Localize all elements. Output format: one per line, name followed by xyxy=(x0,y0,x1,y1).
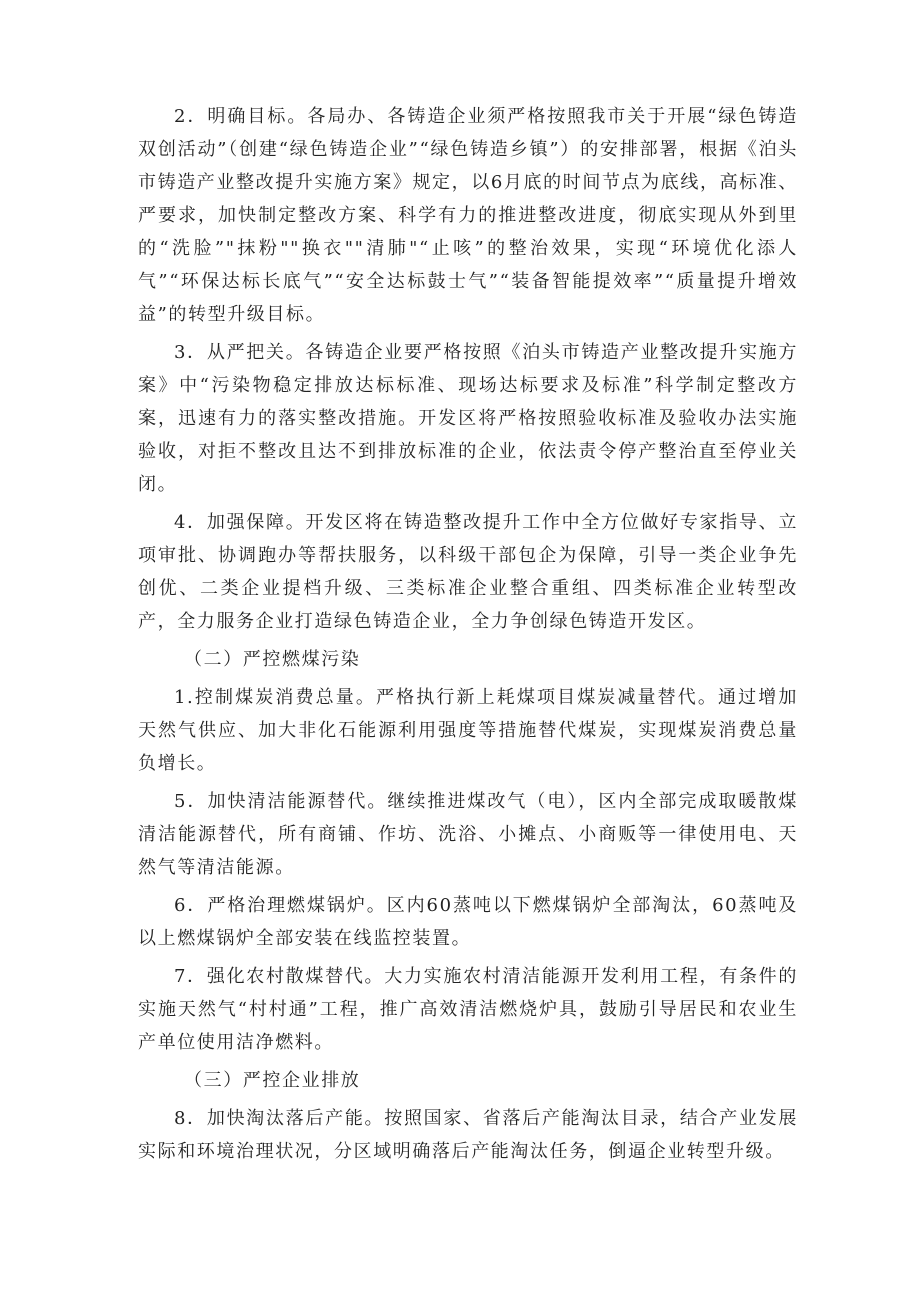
paragraph-clean-energy: 5．加快清洁能源替代。继续推进煤改气（电），区内全部完成取暖散煤清洁能源替代，所有商铺、作坊、洗浴、小摊点、小商贩等一律使用电、天然气等清洁能源。 xyxy=(138,791,798,878)
paragraph-outdated-capacity: 8．加快淘汰落后产能。按照国家、省落后产能淘汰目录，结合产业发展实际和环境治理状况，分区域明确落后产能淘汰任务，倒逼企业转型升级。 xyxy=(138,1108,798,1162)
paragraph-coal-boilers: 6．严格治理燃煤锅炉。区内60蒸吨以下燃煤锅炉全部淘汰，60蒸吨及以上燃煤锅炉全部安装在线监控装置。 xyxy=(138,895,798,949)
paragraph-strict-checks: 3．从严把关。各铸造企业要严格按照《泊头市铸造产业整改提升实施方案》中“污染物稳定排放达标标准、现场达标要求及标准”科学制定整改方案，迅速有力的落实整改措施。开发区将严格按照验收标准及验收办法实施验收，对拒不整改且达不到排放标准的企业，依法责令停产整治直至停业关闭。 xyxy=(138,342,798,495)
section-heading-enterprise-emissions: （三）严控企业排放 xyxy=(184,1070,361,1091)
paragraph-strengthen-support: 4．加强保障。开发区将在铸造整改提升工作中全方位做好专家指导、立项审批、协调跑办等帮扶服务，以科级干部包企为保障，引导一类企业争先创优、二类企业提档升级、三类标准企业整合重组、四类标准企业转型改产，全力服务企业打造绿色铸造企业，全力争创绿色铸造开发区。 xyxy=(138,512,798,632)
paragraph-clear-goals: 2．明确目标。各局办、各铸造企业须严格按照我市关于开展“绿色铸造双创活动”（创建“绿色铸造企业”“绿色铸造乡镇”）的安排部署，根据《泊头市铸造产业整改提升实施方案》规定，以6月底的时间节点为底线，高标准、严要求，加快制定整改方案、科学有力的推进整改进度，彻底实现从外到里的“洗脸”"抹粉""换衣""清肺"“止咳”的整治效果，实现“环境优化添人气”“环保达标长底气”“安全达标鼓士气”“装备智能提效率”“质量提升增效益”的转型升级目标。 xyxy=(138,106,798,325)
paragraph-rural-coal: 7．强化农村散煤替代。大力实施农村清洁能源开发利用工程，有条件的实施天然气“村村通”工程，推广高效清洁燃烧炉具，鼓励引导居民和农业生产单位使用洁净燃料。 xyxy=(138,966,798,1053)
document-body xyxy=(138,100,798,1173)
paragraph-coal-consumption: 1.控制煤炭消费总量。严格执行新上耗煤项目煤炭减量替代。通过增加天然气供应、加大非化石能源利用强度等措施替代煤炭，实现煤炭消费总量负增长。 xyxy=(138,687,798,774)
section-heading-coal-pollution: （二）严控燃煤污染 xyxy=(184,649,361,670)
